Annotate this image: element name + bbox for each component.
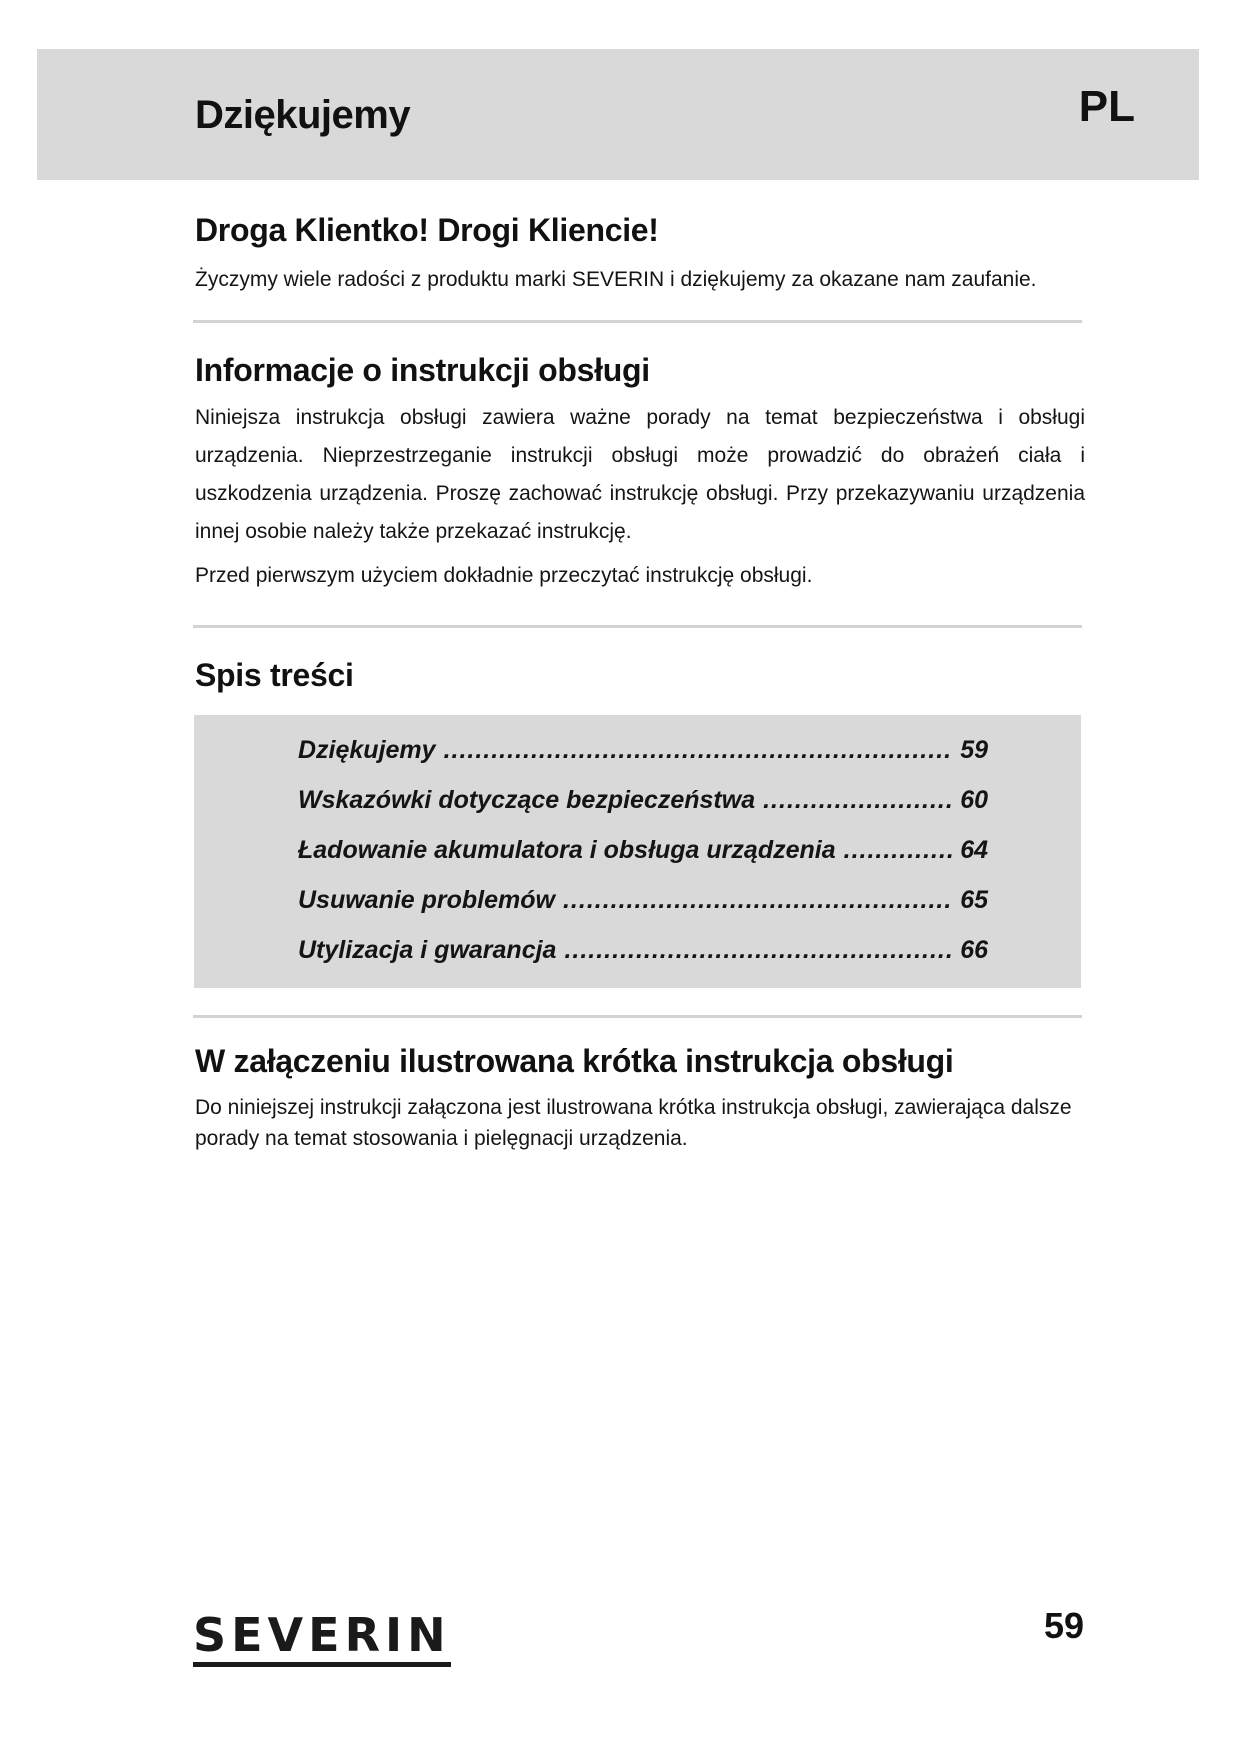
toc-item-page: 66 xyxy=(960,936,988,964)
toc-item xyxy=(298,875,988,925)
toc-item xyxy=(298,825,988,875)
severin-logo: SEVERIN xyxy=(193,1612,451,1667)
toc-item-leader xyxy=(563,875,952,925)
toc-item xyxy=(298,775,988,825)
page-title: Dziękujemy xyxy=(195,93,411,137)
divider xyxy=(193,625,1082,628)
greeting-heading: Droga Klientko! Drogi Kliencie! xyxy=(195,212,659,248)
quick-guide-heading: W załączeniu ilustrowana krótka instrukcja obsługi xyxy=(195,1043,954,1079)
greeting-section xyxy=(195,212,1085,299)
header-band xyxy=(37,49,1199,180)
toc-item-leader xyxy=(763,775,952,825)
manual-info-section xyxy=(195,352,1085,595)
toc-item-page: 64 xyxy=(960,836,988,864)
toc-item-leader xyxy=(444,725,953,775)
language-code: PL xyxy=(1078,82,1135,131)
toc-section xyxy=(195,657,1085,694)
toc-item-page: 60 xyxy=(960,786,988,814)
toc-item-title: Dziękujemy xyxy=(298,736,436,764)
quick-guide-text xyxy=(195,1092,1085,1154)
footer-page-number: 59 xyxy=(1044,1605,1085,1646)
toc-item xyxy=(298,925,988,975)
greeting-text: Życzymy wiele radości z produktu marki SEVERIN i dziękujemy za okazane nam zaufanie. xyxy=(195,268,1037,291)
toc-item-leader xyxy=(844,825,953,875)
toc-item-page: 65 xyxy=(960,886,988,914)
divider xyxy=(193,320,1082,323)
toc-box xyxy=(194,715,1081,988)
manual-info-heading: Informacje o instrukcji obsługi xyxy=(195,352,650,388)
toc-item-title: Ładowanie akumulatora i obsługa urządzenia xyxy=(298,836,836,864)
toc-item-title: Usuwanie problemów xyxy=(298,886,555,914)
quick-guide-section xyxy=(195,1043,1085,1154)
toc-item-page: 59 xyxy=(960,736,988,764)
manual-info-note: Przed pierwszym użyciem dokładnie przeczytać instrukcję obsługi. xyxy=(195,564,813,587)
toc-list xyxy=(298,725,988,975)
quick-guide-line: porady na temat stosowania i pielęgnacji urządzenia. xyxy=(195,1127,688,1150)
quick-guide-line: Do niniejszej instrukcji załączona jest ilustrowana krótka instrukcja obsługi, zawierająca dalsze xyxy=(195,1096,1072,1119)
toc-item xyxy=(298,725,988,775)
toc-item-title: Utylizacja i gwarancja xyxy=(298,936,557,964)
toc-item-title: Wskazówki dotyczące bezpieczeństwa xyxy=(298,786,756,814)
divider xyxy=(193,1015,1082,1018)
manual-info-paragraph: Niniejsza instrukcja obsługi zawiera ważne porady na temat bezpieczeństwa i obsługi urządzenia. Nieprzestrzeganie instrukcji obsługi może prowadzić do obrażeń ciała i uszkodzenia urządzenia. Proszę zachować instrukcję obsługi. Przy przekazywaniu urządzenia innej osobie należy także przekazać instrukcję. xyxy=(195,406,1085,543)
toc-item-leader xyxy=(564,925,952,975)
toc-heading: Spis treści xyxy=(195,657,354,693)
